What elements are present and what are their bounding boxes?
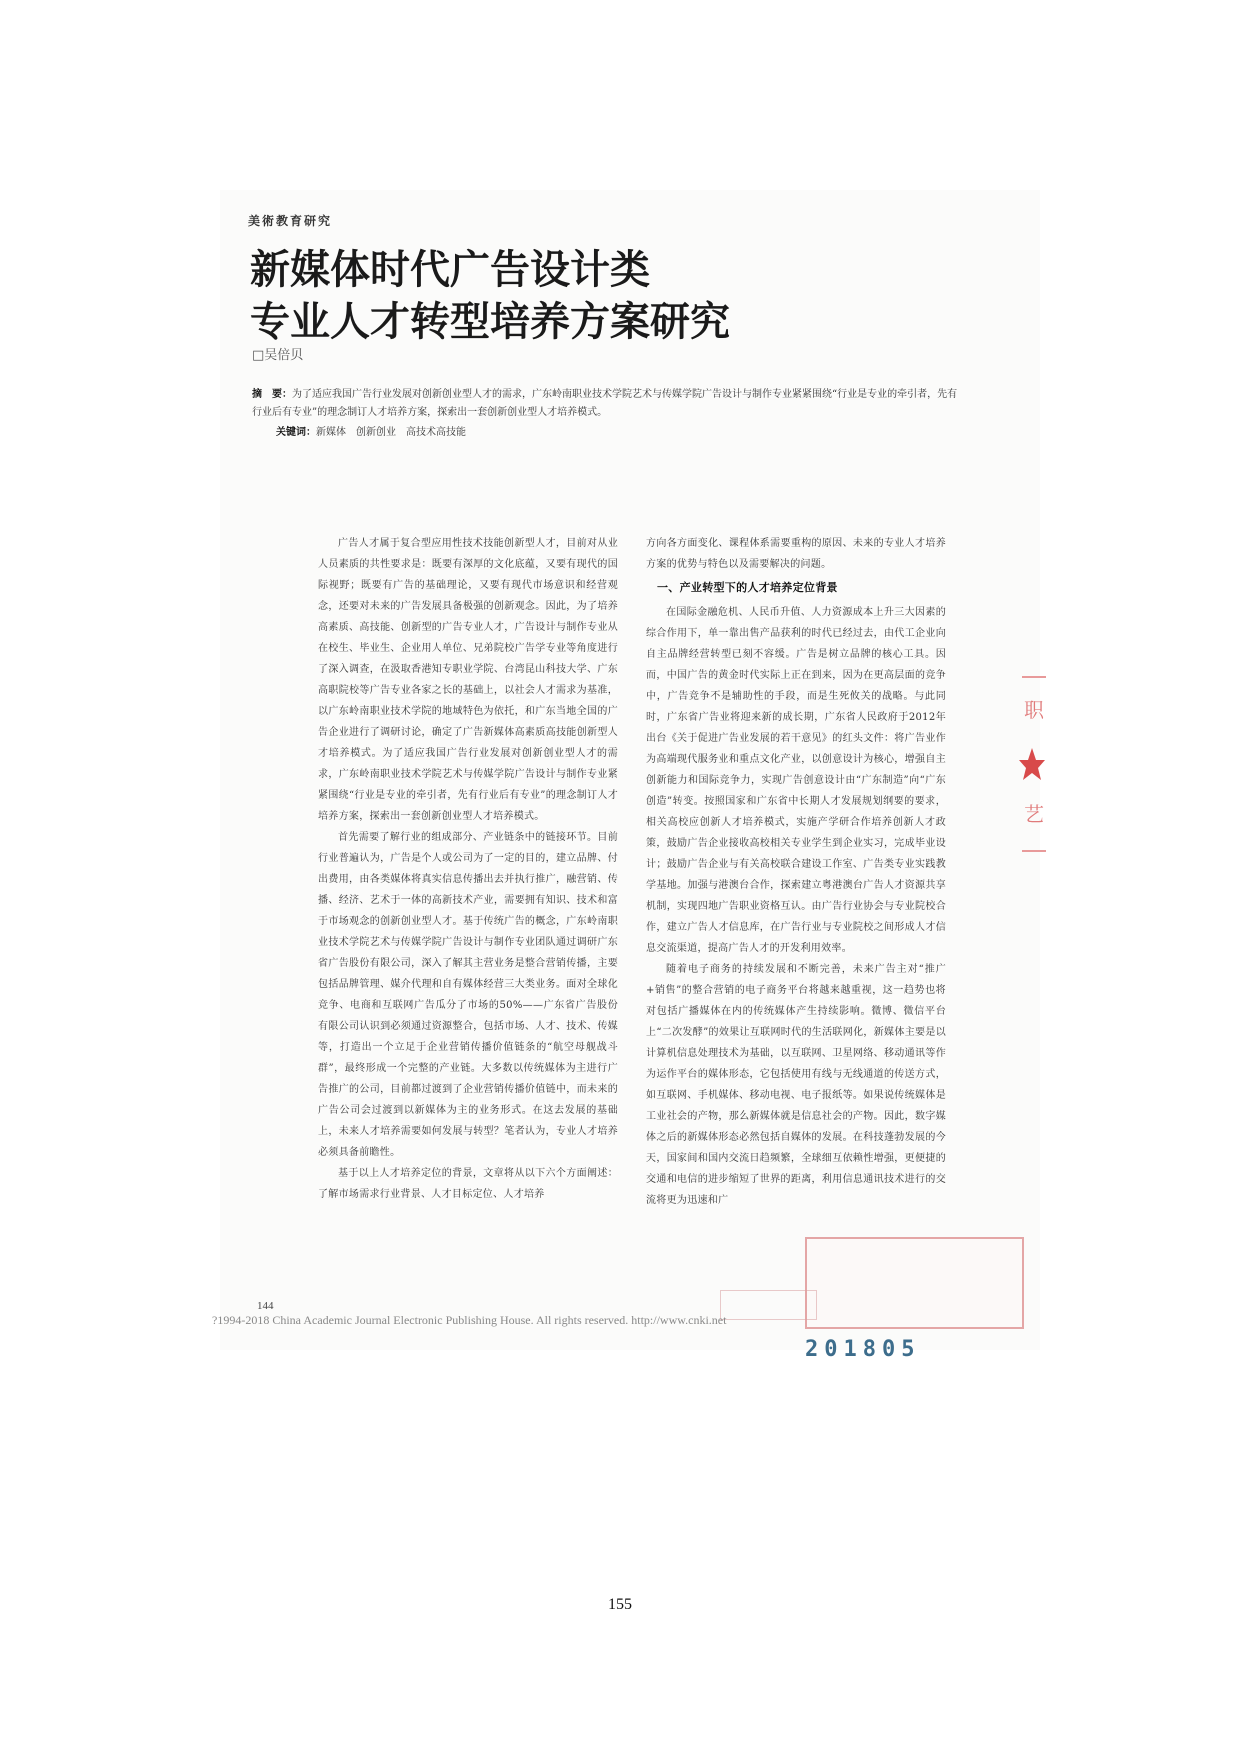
title-line-1: 新媒体时代广告设计类 — [250, 246, 650, 293]
side-decoration — [1014, 672, 1046, 862]
paragraph: 在国际金融危机、人民币升值、人力资源成本上升三大因素的综合作用下，单一靠出售产品获利的时代已经过去，由代工企业向自主品牌经营转型已刻不容缓。广告是树立品牌的核心工具。因而，中国广告的黄金时代实际上正在到来，因为在更高层面的竞争中，广告竞争不是辅助性的手段，而是生死攸关的战略。与此同时，广东省广告业将迎来新的成长期，广东省人民政府于2012年出台《关于促进广告业发展的若干意见》的红头文件：将广告业作为高端现代服务业和重点文化产业，以创意设计为核心，增强自主创新能力和国际竞争力，实现广告创意设计由“广东制造”向“广东创造”转变。按照国家和广东省中长期人才发展规划纲要的要求，相关高校应创新人才培养模式，实施产学研合作培养创新人才政策，鼓励广告企业接收高校相关专业学生到企业实习，完成毕业设计；鼓励广告企业与有关高校联合建设工作室、广告类专业实践教学基地。加强与港澳台合作，探索建立粤港澳台广告人才资源共享机制，实现四地广告职业资格互认。由广告行业协会与专业院校合作，建立广告人才信息库，在广告行业与专业院校之间形成人才信息交流渠道，提高广告人才的开发利用效率。 — [646, 607, 946, 954]
paragraph: 广告人才属于复合型应用性技术技能创新型人才，目前对从业人员素质的共性要求是：既要有深厚的文化底蕴，又要有现代的国际视野；既要有广告的基础理论，又要有现代市场意识和经营观念，还要对未来的广告发展具备极强的创新观念。因此，为了培养高素质、高技能、创新型的广告专业人才，广告设计与制作专业从在校生、毕业生、企业用人单位、兄弟院校广告学专业等角度进行了深入调查，在汲取香港知专职业学院、台湾昆山科技大学、广东高职院校等广告专业各家之长的基础上，以社会人才需求为基准，以广东岭南职业技术学院的地域特色为依托，和广东当地全国的广告企业进行了调研讨论，确定了广告新媒体高素质高技能创新型人才培养模式。为了适应我国广告行业发展对创新创业型人才的需求，广东岭南职业技术学院艺术与传媒学院广告设计与制作专业紧紧围绕“行业是专业的牵引者，先有行业后有专业”的理念制订人才培养方案，探索出一套创新创业型人才培养模式。 — [318, 538, 618, 822]
article-title — [250, 244, 950, 348]
keywords-label: 关键词： — [276, 427, 316, 438]
paragraph: 随着电子商务的持续发展和不断完善，未来广告主对“推广+销售”的整合营销的电子商务平台将越来越重视，这一趋势也将对包括广播媒体在内的传统媒体产生持续影响。微博、微信平台上“二次发酵”的效果让互联网时代的生活联网化，新媒体主要是以计算机信息处理技术为基础，以互联网、卫星网络、移动通讯等作为运作平台的媒体形态，它包括使用有线与无线通道的传送方式，如互联网、手机媒体、移动电视、电子报纸等。如果说传统媒体是工业社会的产物，那么新媒体就是信息社会的产物。因此，数字媒体之后的新媒体形态必然包括自媒体的发展。在科技蓬勃发展的今天，国家间和国内交流日趋频繁，全球细互依赖性增强，更便捷的交通和电信的进步缩短了世界的距离，利用信息通讯技术进行的交流将更为迅速和广 — [646, 964, 946, 1206]
page-number: 155 — [608, 1596, 632, 1613]
body-right-column — [646, 533, 946, 1211]
abstract-text: 为了适应我国广告行业发展对创新创业型人才的需求，广东岭南职业技术学院艺术与传媒学院广告设计与制作专业紧紧围绕“行业是专业的牵引者，先有行业后有专业”的理念制订人才培养方案，探索出一套创新创业型人才培养模式。 — [252, 389, 958, 418]
side-line-top — [1022, 676, 1046, 678]
side-char-top: 职 — [1024, 698, 1044, 722]
journal-page-number: 144 — [257, 1300, 274, 1312]
section-label: 美術教育研究 — [248, 214, 333, 228]
side-line-bottom — [1022, 850, 1046, 852]
side-char-bottom: 艺 — [1024, 802, 1044, 826]
title-line-2: 专业人才转型培养方案研究 — [250, 298, 730, 345]
abstract-label: 摘 要： — [252, 389, 292, 400]
issue-number: 201805 — [805, 1337, 921, 1362]
paragraph: 首先需要了解行业的组成部分、产业链条中的链接环节。目前行业普遍认为，广告是个人或公司为了一定的目的，建立品牌、付出费用，由各类媒体将真实信息传播出去并执行推广，融营销、传播、经济、艺术于一体的高新技术产业，需要拥有知识、技术和富于市场观念的创新创业型人才。基于传统广告的概念，广东岭南职业技术学院艺术与传媒学院广告设计与制作专业团队通过调研广东省广告股份有限公司，深入了解其主营业务是整合营销传播，主要包括品牌管理、媒介代理和自有媒体经营三大类业务。面对全球化竞争、电商和互联网广告瓜分了市场的50%——广东省广告股份有限公司认识到必须通过资源整合，包括市场、人才、技术、传媒等，打造出一个立足于企业营销传播价值链条的“航空母舰战斗群”，最终形成一个完整的产业链。大多数以传统媒体为主进行广告推广的公司，目前都过渡到了企业营销传播价值链中，而未来的广告公司会过渡到以新媒体为主的业务形式。在这去发展的基础上，未来人才培养需要如何发展与转型？笔者认为，专业人才培养必须具备前瞻性。 — [318, 832, 618, 1158]
star-icon — [1018, 746, 1046, 782]
copyright-line: ?1994-2018 China Academic Journal Electronic Publishing House. All rights reserved. http://www.cnki.net — [212, 1313, 727, 1327]
paragraph: 方向各方面变化、课程体系需要重构的原因、未来的专业人才培养方案的优势与特色以及需要解决的问题。 — [646, 538, 946, 570]
author: □吴倍贝 — [252, 348, 304, 363]
abstract — [252, 386, 962, 422]
keywords-text: 新媒体 创新创业 高技术高技能 — [316, 427, 466, 438]
body-left-column — [318, 533, 618, 1205]
paragraph: 基于以上人才培养定位的背景，文章将从以下六个方面阐述：了解市场需求行业背景、人才目标定位、人才培养 — [318, 1168, 618, 1200]
keywords — [276, 425, 936, 441]
section-heading: 一、产业转型下的人才培养定位背景 — [657, 581, 838, 594]
